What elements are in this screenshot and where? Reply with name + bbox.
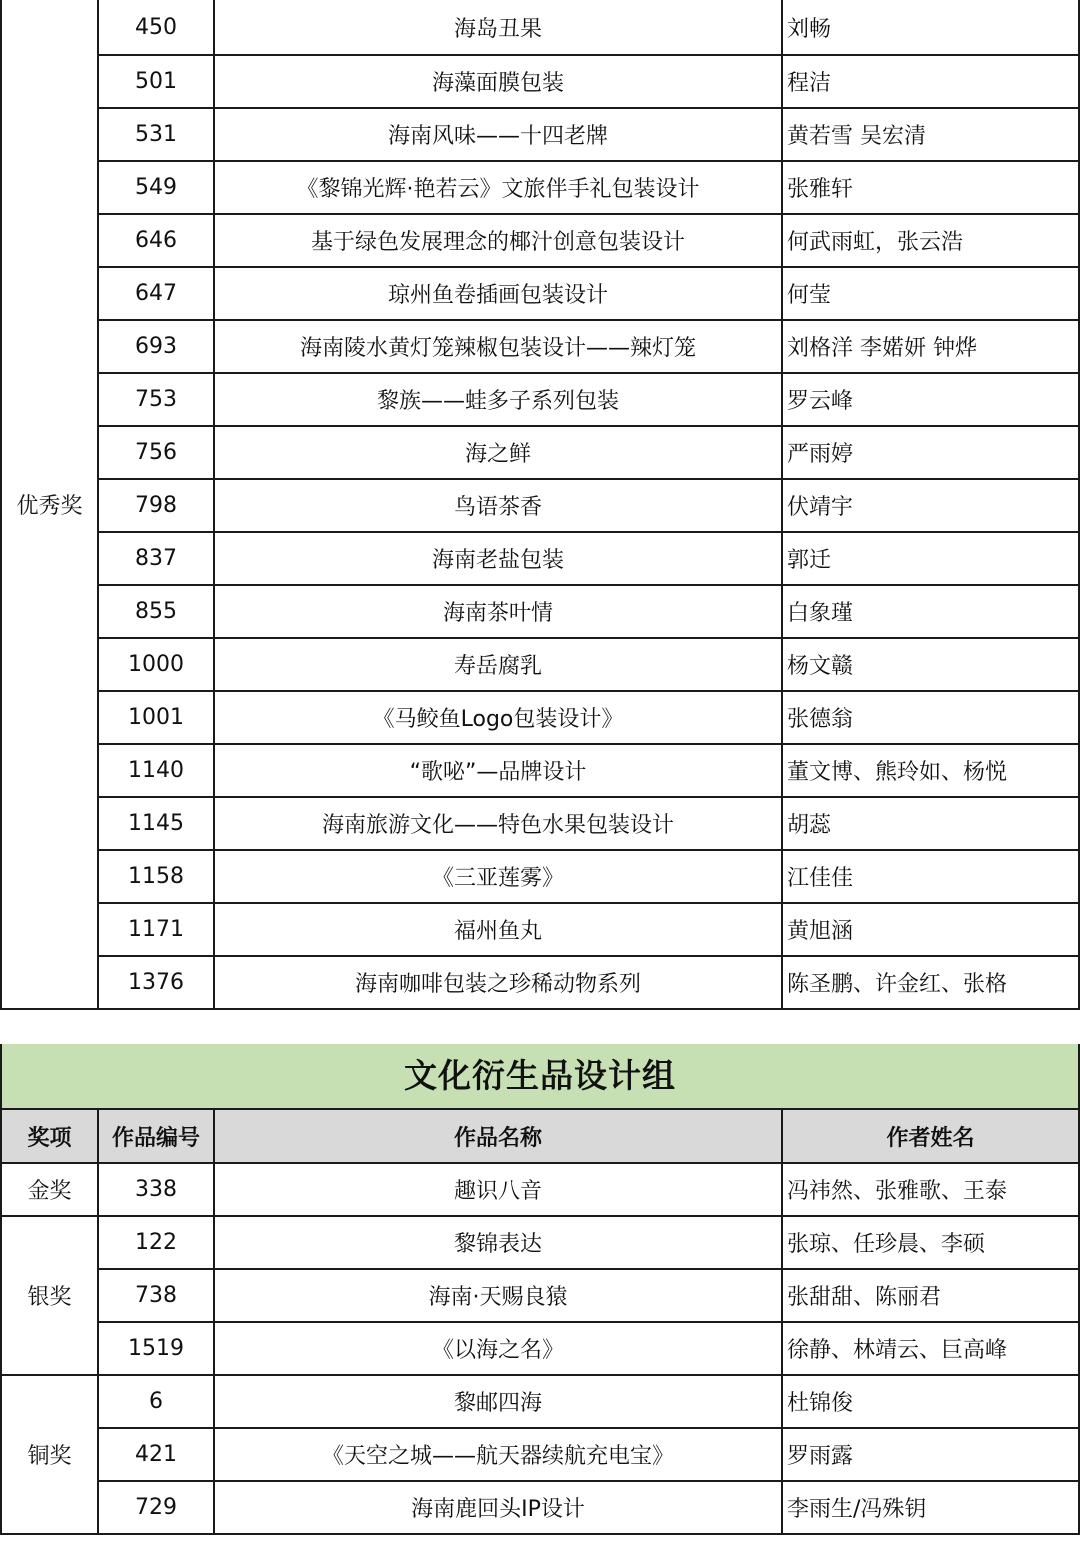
header-title: 作品名称 [214, 1109, 782, 1163]
author-cell: 张甜甜、陈丽君 [782, 1269, 1079, 1322]
work-title-cell: 基于绿色发展理念的椰汁创意包装设计 [214, 214, 782, 267]
table-row [1, 1163, 1079, 1216]
table-row [1, 903, 1079, 956]
table-row [1, 585, 1079, 638]
work-title-cell: 海南茶叶情 [214, 585, 782, 638]
work-number-cell: 1376 [98, 956, 214, 1009]
cultural-derivative-table-body [1, 1163, 1079, 1534]
work-number-cell: 756 [98, 426, 214, 479]
work-title-cell: 海南·天赐良猿 [214, 1269, 782, 1322]
work-number-cell: 1171 [98, 903, 214, 956]
work-title-cell: 海南旅游文化——特色水果包装设计 [214, 797, 782, 850]
author-cell: 黄旭涵 [782, 903, 1079, 956]
work-title-cell: 《以海之名》 [214, 1322, 782, 1375]
table-row [1, 850, 1079, 903]
author-cell: 徐静、林靖云、巨高峰 [782, 1322, 1079, 1375]
award-cell: 银奖 [1, 1216, 98, 1375]
work-number-cell: 738 [98, 1269, 214, 1322]
work-title-cell: 海南风味——十四老牌 [214, 108, 782, 161]
work-number-cell: 450 [98, 0, 214, 55]
author-cell: 何武雨虹，张云浩 [782, 214, 1079, 267]
work-number-cell: 1000 [98, 638, 214, 691]
work-number-cell: 501 [98, 55, 214, 108]
author-cell: 杨文赣 [782, 638, 1079, 691]
author-cell: 何莹 [782, 267, 1079, 320]
work-number-cell: 338 [98, 1163, 214, 1216]
work-title-cell: 寿岳腐乳 [214, 638, 782, 691]
work-title-cell: 海岛丑果 [214, 0, 782, 55]
work-title-cell: 《三亚莲雾》 [214, 850, 782, 903]
work-number-cell: 646 [98, 214, 214, 267]
table-row [1, 426, 1079, 479]
table-row [1, 691, 1079, 744]
award-cell: 优秀奖 [1, 0, 98, 1009]
work-title-cell: 海之鲜 [214, 426, 782, 479]
table-row [1, 108, 1079, 161]
award-cell: 金奖 [1, 1163, 98, 1216]
table-header-row [1, 1109, 1079, 1163]
work-number-cell: 837 [98, 532, 214, 585]
author-cell: 张琼、任珍晨、李硕 [782, 1216, 1079, 1269]
table-row [1, 161, 1079, 214]
author-cell: 伏靖宇 [782, 479, 1079, 532]
table-row [1, 320, 1079, 373]
author-cell: 黄若雪 吴宏清 [782, 108, 1079, 161]
work-number-cell: 6 [98, 1375, 214, 1428]
author-cell: 杜锦俊 [782, 1375, 1079, 1428]
author-cell: 冯祎然、张雅歌、王泰 [782, 1163, 1079, 1216]
award-cell: 铜奖 [1, 1375, 98, 1534]
work-title-cell: 琼州鱼卷插画包装设计 [214, 267, 782, 320]
work-title-cell: 《黎锦光辉·艳若云》文旅伴手礼包装设计 [214, 161, 782, 214]
work-title-cell: 鸟语茶香 [214, 479, 782, 532]
work-number-cell: 798 [98, 479, 214, 532]
work-number-cell: 693 [98, 320, 214, 373]
work-title-cell: 黎锦表达 [214, 1216, 782, 1269]
table-row [1, 1375, 1079, 1428]
work-title-cell: 趣识八音 [214, 1163, 782, 1216]
author-cell: 张雅轩 [782, 161, 1079, 214]
table-row [1, 797, 1079, 850]
work-number-cell: 753 [98, 373, 214, 426]
author-cell: 胡蕊 [782, 797, 1079, 850]
work-number-cell: 122 [98, 1216, 214, 1269]
table-row [1, 1269, 1079, 1322]
header-author: 作者姓名 [782, 1109, 1079, 1163]
author-cell: 郭迁 [782, 532, 1079, 585]
work-title-cell: 福州鱼丸 [214, 903, 782, 956]
work-number-cell: 531 [98, 108, 214, 161]
header-number: 作品编号 [98, 1109, 214, 1163]
header-award: 奖项 [1, 1109, 98, 1163]
author-cell: 刘畅 [782, 0, 1079, 55]
work-number-cell: 729 [98, 1481, 214, 1534]
author-cell: 罗云峰 [782, 373, 1079, 426]
table-row [1, 1481, 1079, 1534]
author-cell: 李雨生/冯殊钥 [782, 1481, 1079, 1534]
table-row [1, 744, 1079, 797]
work-title-cell: 海南鹿回头IP设计 [214, 1481, 782, 1534]
table-row [1, 479, 1079, 532]
author-cell: 程洁 [782, 55, 1079, 108]
table-row [1, 214, 1079, 267]
work-number-cell: 1519 [98, 1322, 214, 1375]
table-row [1, 0, 1079, 55]
author-cell: 董文博、熊玲如、杨悦 [782, 744, 1079, 797]
author-cell: 白象瑾 [782, 585, 1079, 638]
work-title-cell: 《天空之城——航天器续航充电宝》 [214, 1428, 782, 1481]
table-row [1, 532, 1079, 585]
group-title: 文化衍生品设计组 [0, 1044, 1080, 1108]
work-title-cell: 海藻面膜包装 [214, 55, 782, 108]
table-row [1, 267, 1079, 320]
cultural-derivative-table [0, 1108, 1080, 1535]
table-row [1, 956, 1079, 1009]
work-number-cell: 647 [98, 267, 214, 320]
work-number-cell: 1145 [98, 797, 214, 850]
work-number-cell: 421 [98, 1428, 214, 1481]
table-row [1, 55, 1079, 108]
table-row [1, 373, 1079, 426]
work-title-cell: 黎族——蛙多子系列包装 [214, 373, 782, 426]
table-row [1, 638, 1079, 691]
author-cell: 陈圣鹏、许金红、张格 [782, 956, 1079, 1009]
author-cell: 严雨婷 [782, 426, 1079, 479]
table-row [1, 1428, 1079, 1481]
work-number-cell: 1001 [98, 691, 214, 744]
table-row [1, 1216, 1079, 1269]
author-cell: 张德翁 [782, 691, 1079, 744]
work-title-cell: 黎邮四海 [214, 1375, 782, 1428]
author-cell: 江佳佳 [782, 850, 1079, 903]
work-title-cell: 海南陵水黄灯笼辣椒包装设计——辣灯笼 [214, 320, 782, 373]
work-title-cell: 海南老盐包装 [214, 532, 782, 585]
work-number-cell: 1158 [98, 850, 214, 903]
author-cell: 罗雨露 [782, 1428, 1079, 1481]
work-number-cell: 1140 [98, 744, 214, 797]
work-title-cell: 《马鲛鱼Logo包装设计》 [214, 691, 782, 744]
author-cell: 刘格洋 李婼妍 钟烨 [782, 320, 1079, 373]
work-title-cell: 海南咖啡包装之珍稀动物系列 [214, 956, 782, 1009]
table-row [1, 1322, 1079, 1375]
work-number-cell: 855 [98, 585, 214, 638]
work-number-cell: 549 [98, 161, 214, 214]
excellence-award-table-body [1, 0, 1079, 1009]
work-title-cell: “歌咇”—品牌设计 [214, 744, 782, 797]
